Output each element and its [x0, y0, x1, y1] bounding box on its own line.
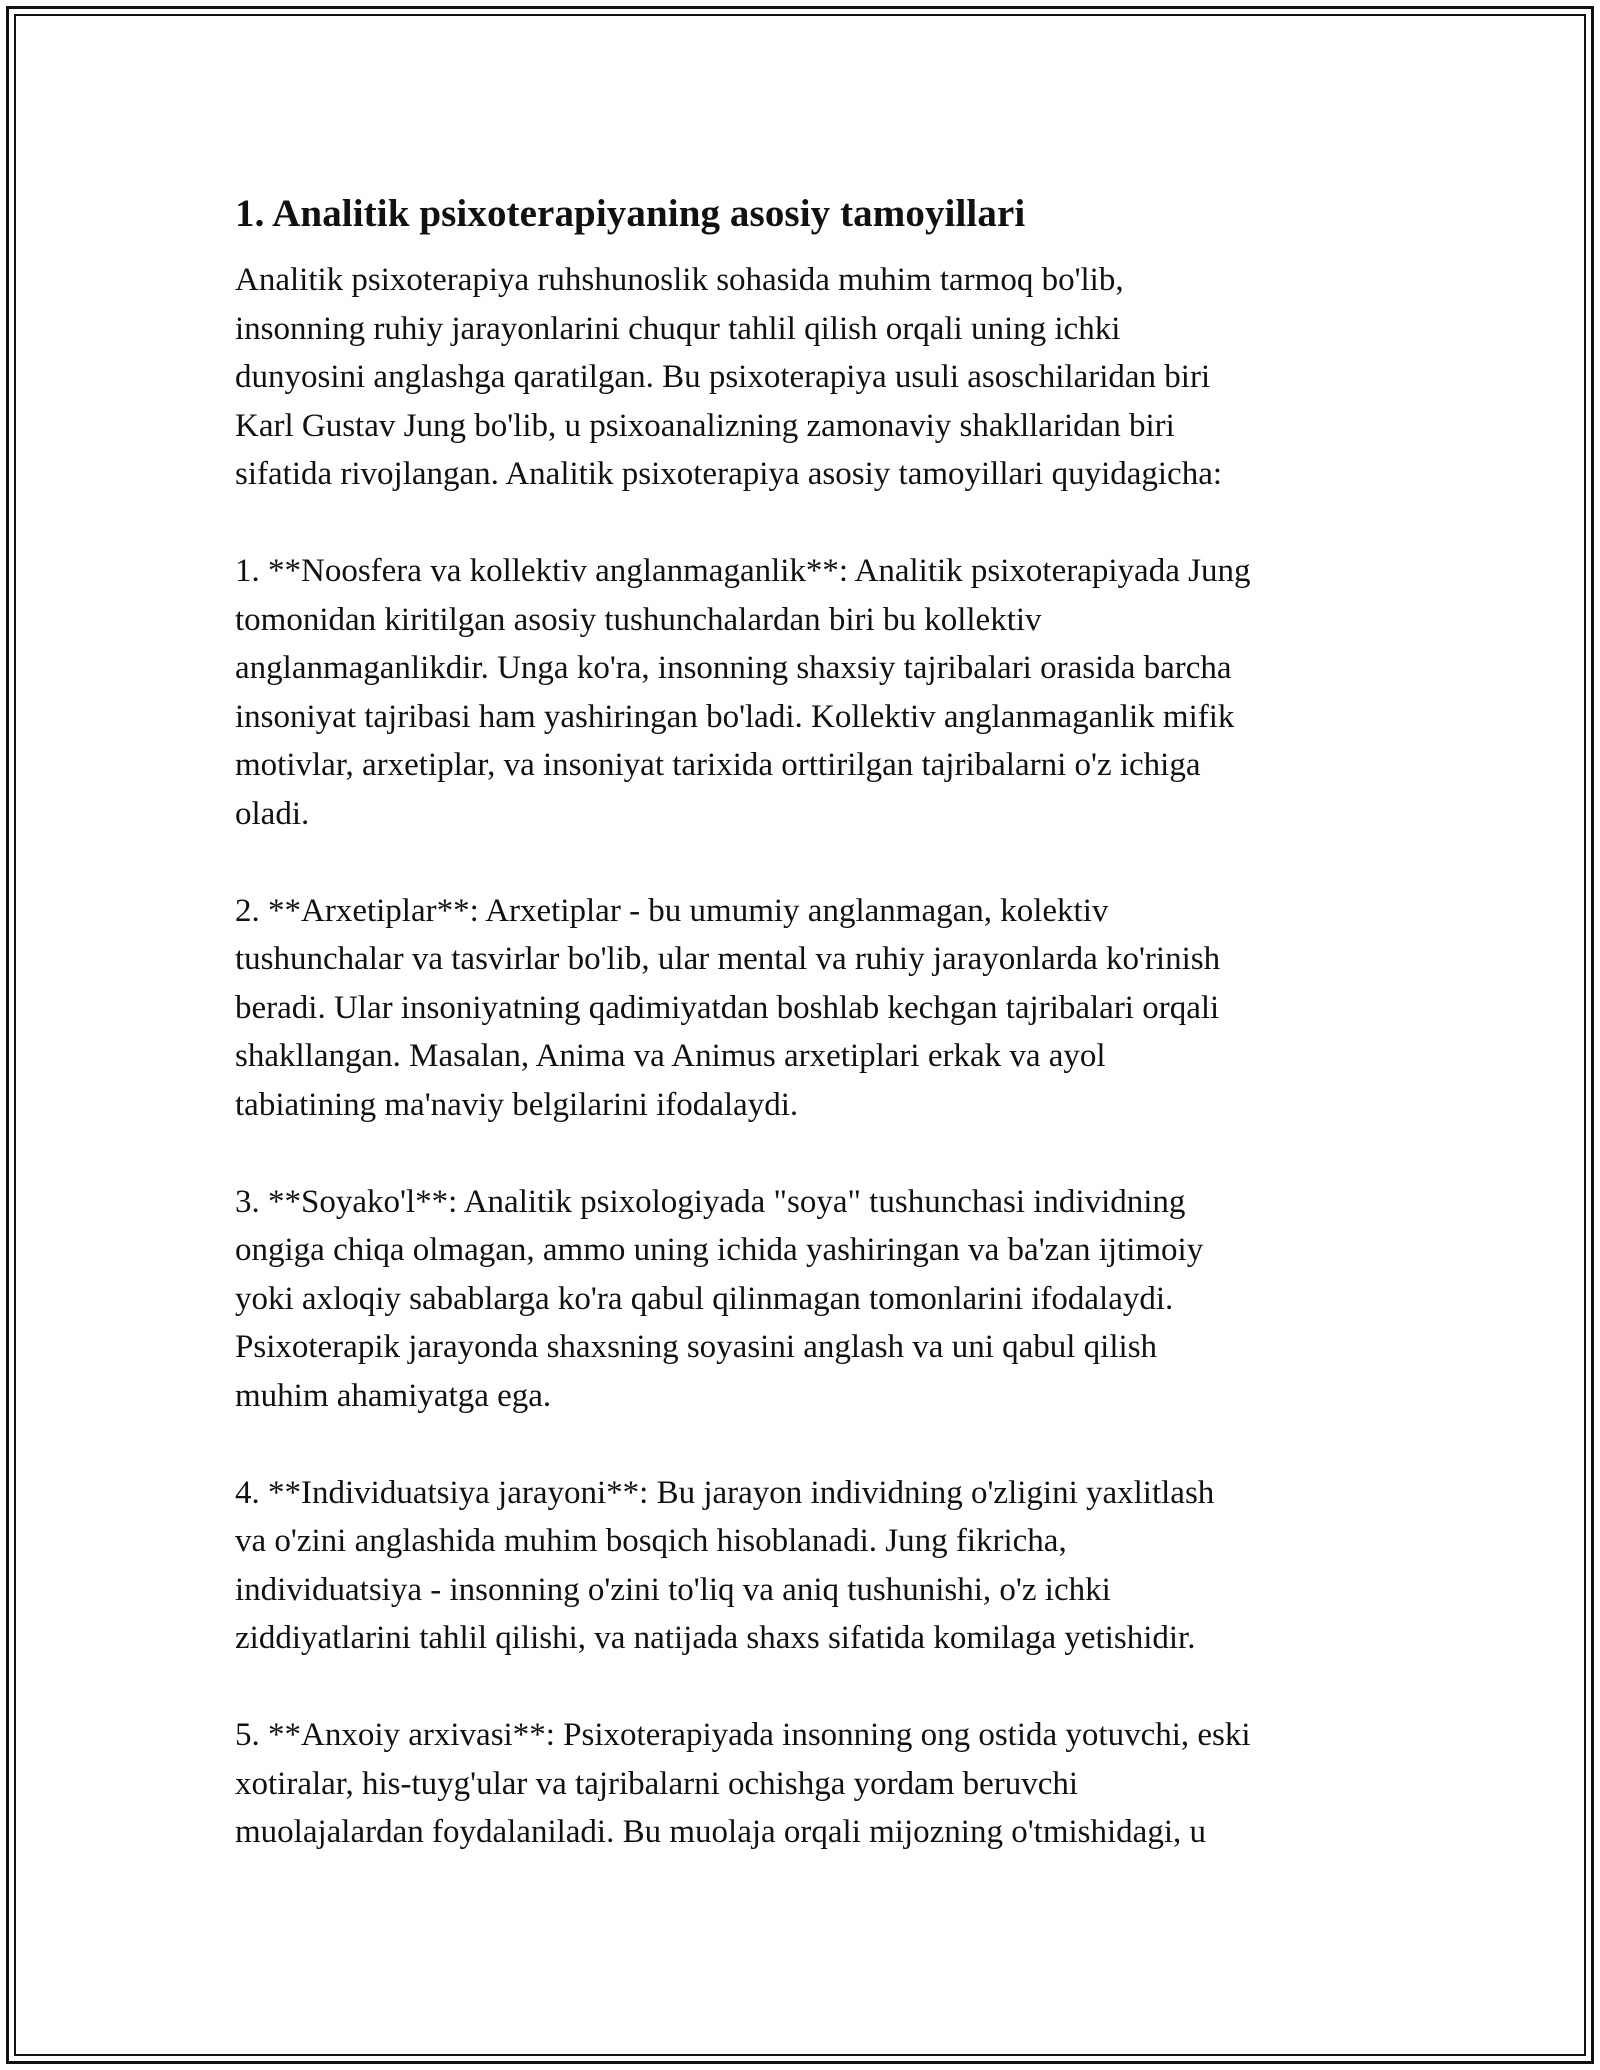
list-item-soyakol: 3. **Soyako'l**: Analitik psixologiyada "soya" tushunchasi individning ongiga chiqa olmagan, ammo uning ichida yashiringan va ba'zan ijtimoiy yoki axloqiy sabablarga ko'ra qabul qilinmagan tomonlarini ifodalaydi. Psixoterapik jarayonda shaxsning soyasini anglash va uni qabul qilish muhim ahamiyatga ega. — [235, 1183, 1204, 1414]
section-heading: 1. Analitik psixoterapiyaning asosiy tamoyillari — [235, 192, 1026, 235]
list-item-individuatsiya: 4. **Individuatsiya jarayoni**: Bu jarayon individning o'zligini yaxlitlash va o'zini anglashida muhim bosqich hisoblanadi. Jung fikricha, individuatsiya - insonning o'zini to'liq va aniq tushunishi, o'z ichki ziddiyatlarini tahlil qilishi, va natijada shaxs sifatida komilaga yetishidir. — [235, 1474, 1215, 1656]
intro-paragraph: Analitik psixoterapiya ruhshunoslik sohasida muhim tarmoq bo'lib, insonning ruhiy jarayonlarini chuqur tahlil qilish orqali uning ichki dunyosini anglashga qaratilgan. Bu psixoterapiya usuli asoschilaridan biri Karl Gustav Jung bo'lib, u psixoanalizning zamonaviy shakllaridan biri sifatida rivojlangan. Analitik psixoterapiya asosiy tamoyillari quyidagicha: — [235, 262, 1223, 492]
list-item-noosfera: 1. **Noosfera va kollektiv anglanmaganlik**: Analitik psixoterapiyada Jung tomonidan kiritilgan asosiy tushunchalardan biri bu kollektiv anglanmaganlikdir. Unga ko'ra, insonning shaxsiy tajribalari orasida barcha insoniyat tajribasi ham yashiringan bo'ladi. Kollektiv anglanmaganlik mifik motivlar, arxetiplar, va insoniyat tarixida orttirilgan tajribalarni o'z ichiga oladi. — [235, 553, 1251, 832]
document-body — [235, 186, 1395, 1857]
list-item-anxoiy-arxivasi: 5. **Anxoiy arxivasi**: Psixoterapiyada insonning ong ostida yotuvchi, eski xotiralar, his-tuyg'ular va tajribalarni ochishga yordam beruvchi muolajalardan foydalaniladi. Bu muolaja orqali mijozning o'tmishidagi, u — [235, 1717, 1251, 1850]
list-item-arxetiplar: 2. **Arxetiplar**: Arxetiplar - bu umumiy anglanmagan, kolektiv tushunchalar va tasvirlar bo'lib, ular mental va ruhiy jarayonlarda ko'rinish beradi. Ular insoniyatning qadimiyatdan boshlab kechgan tajribalari orqali shakllangan. Masalan, Anima va Animus arxetiplari erkak va ayol tabiatining ma'naviy belgilarini ifodalaydi. — [235, 892, 1221, 1123]
